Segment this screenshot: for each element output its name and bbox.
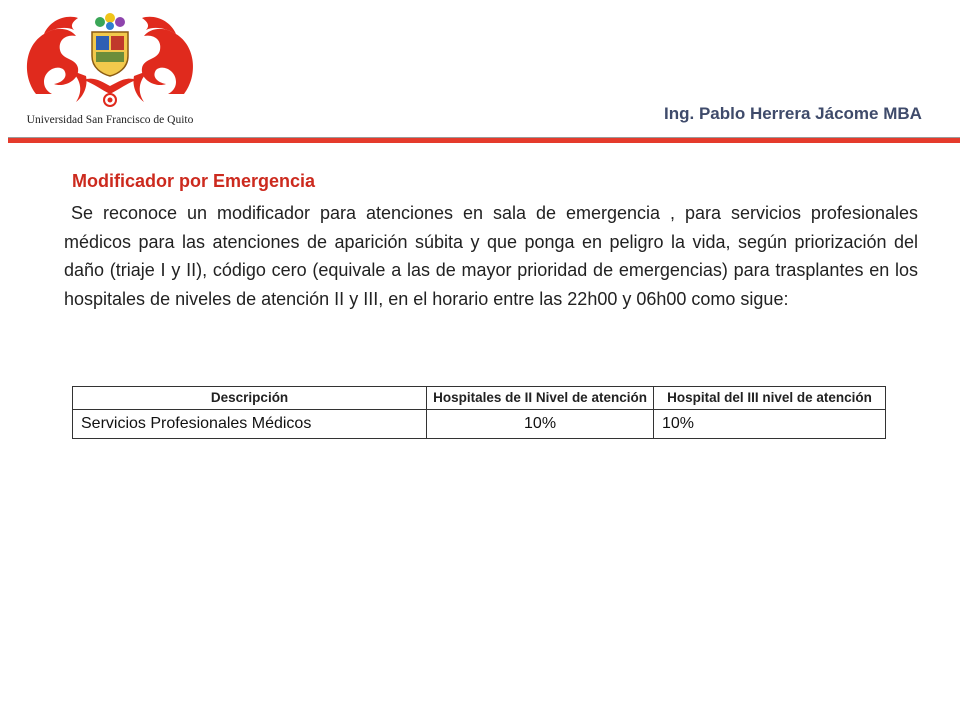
table-header-cell: Hospital del III nivel de atención (654, 387, 886, 410)
table-header-cell: Descripción (73, 387, 427, 410)
table-row (73, 410, 886, 439)
dragon-crest-icon (14, 6, 206, 116)
table-cell: Servicios Profesionales Médicos (73, 410, 427, 439)
fees-table (72, 386, 886, 439)
university-logo (14, 6, 206, 138)
university-name: Universidad San Francisco de Quito (26, 114, 194, 126)
table-header-cell: Hospitales de II Nivel de atención (427, 387, 654, 410)
table-cell: 10% (427, 410, 654, 439)
section-title: Modificador por Emergencia (72, 171, 316, 191)
header-divider (8, 138, 960, 143)
section-body: Se reconoce un modificador para atenciones en sala de emergencia , para servicios profesionales médicos para las atenciones de aparición súbita y que ponga en peligro la vida, según priorización del daño (triaje I y II), código cero (equivale a las de mayor prioridad de emergencias) para trasplantes en los hospitales de niveles de atención II y III, en el horario entre las 22h00 y 06h00 como sigue: (64, 203, 918, 309)
table-cell: 10% (654, 410, 886, 439)
author-name: Ing. Pablo Herrera Jácome MBA (664, 104, 922, 123)
table-header-row (73, 387, 886, 410)
